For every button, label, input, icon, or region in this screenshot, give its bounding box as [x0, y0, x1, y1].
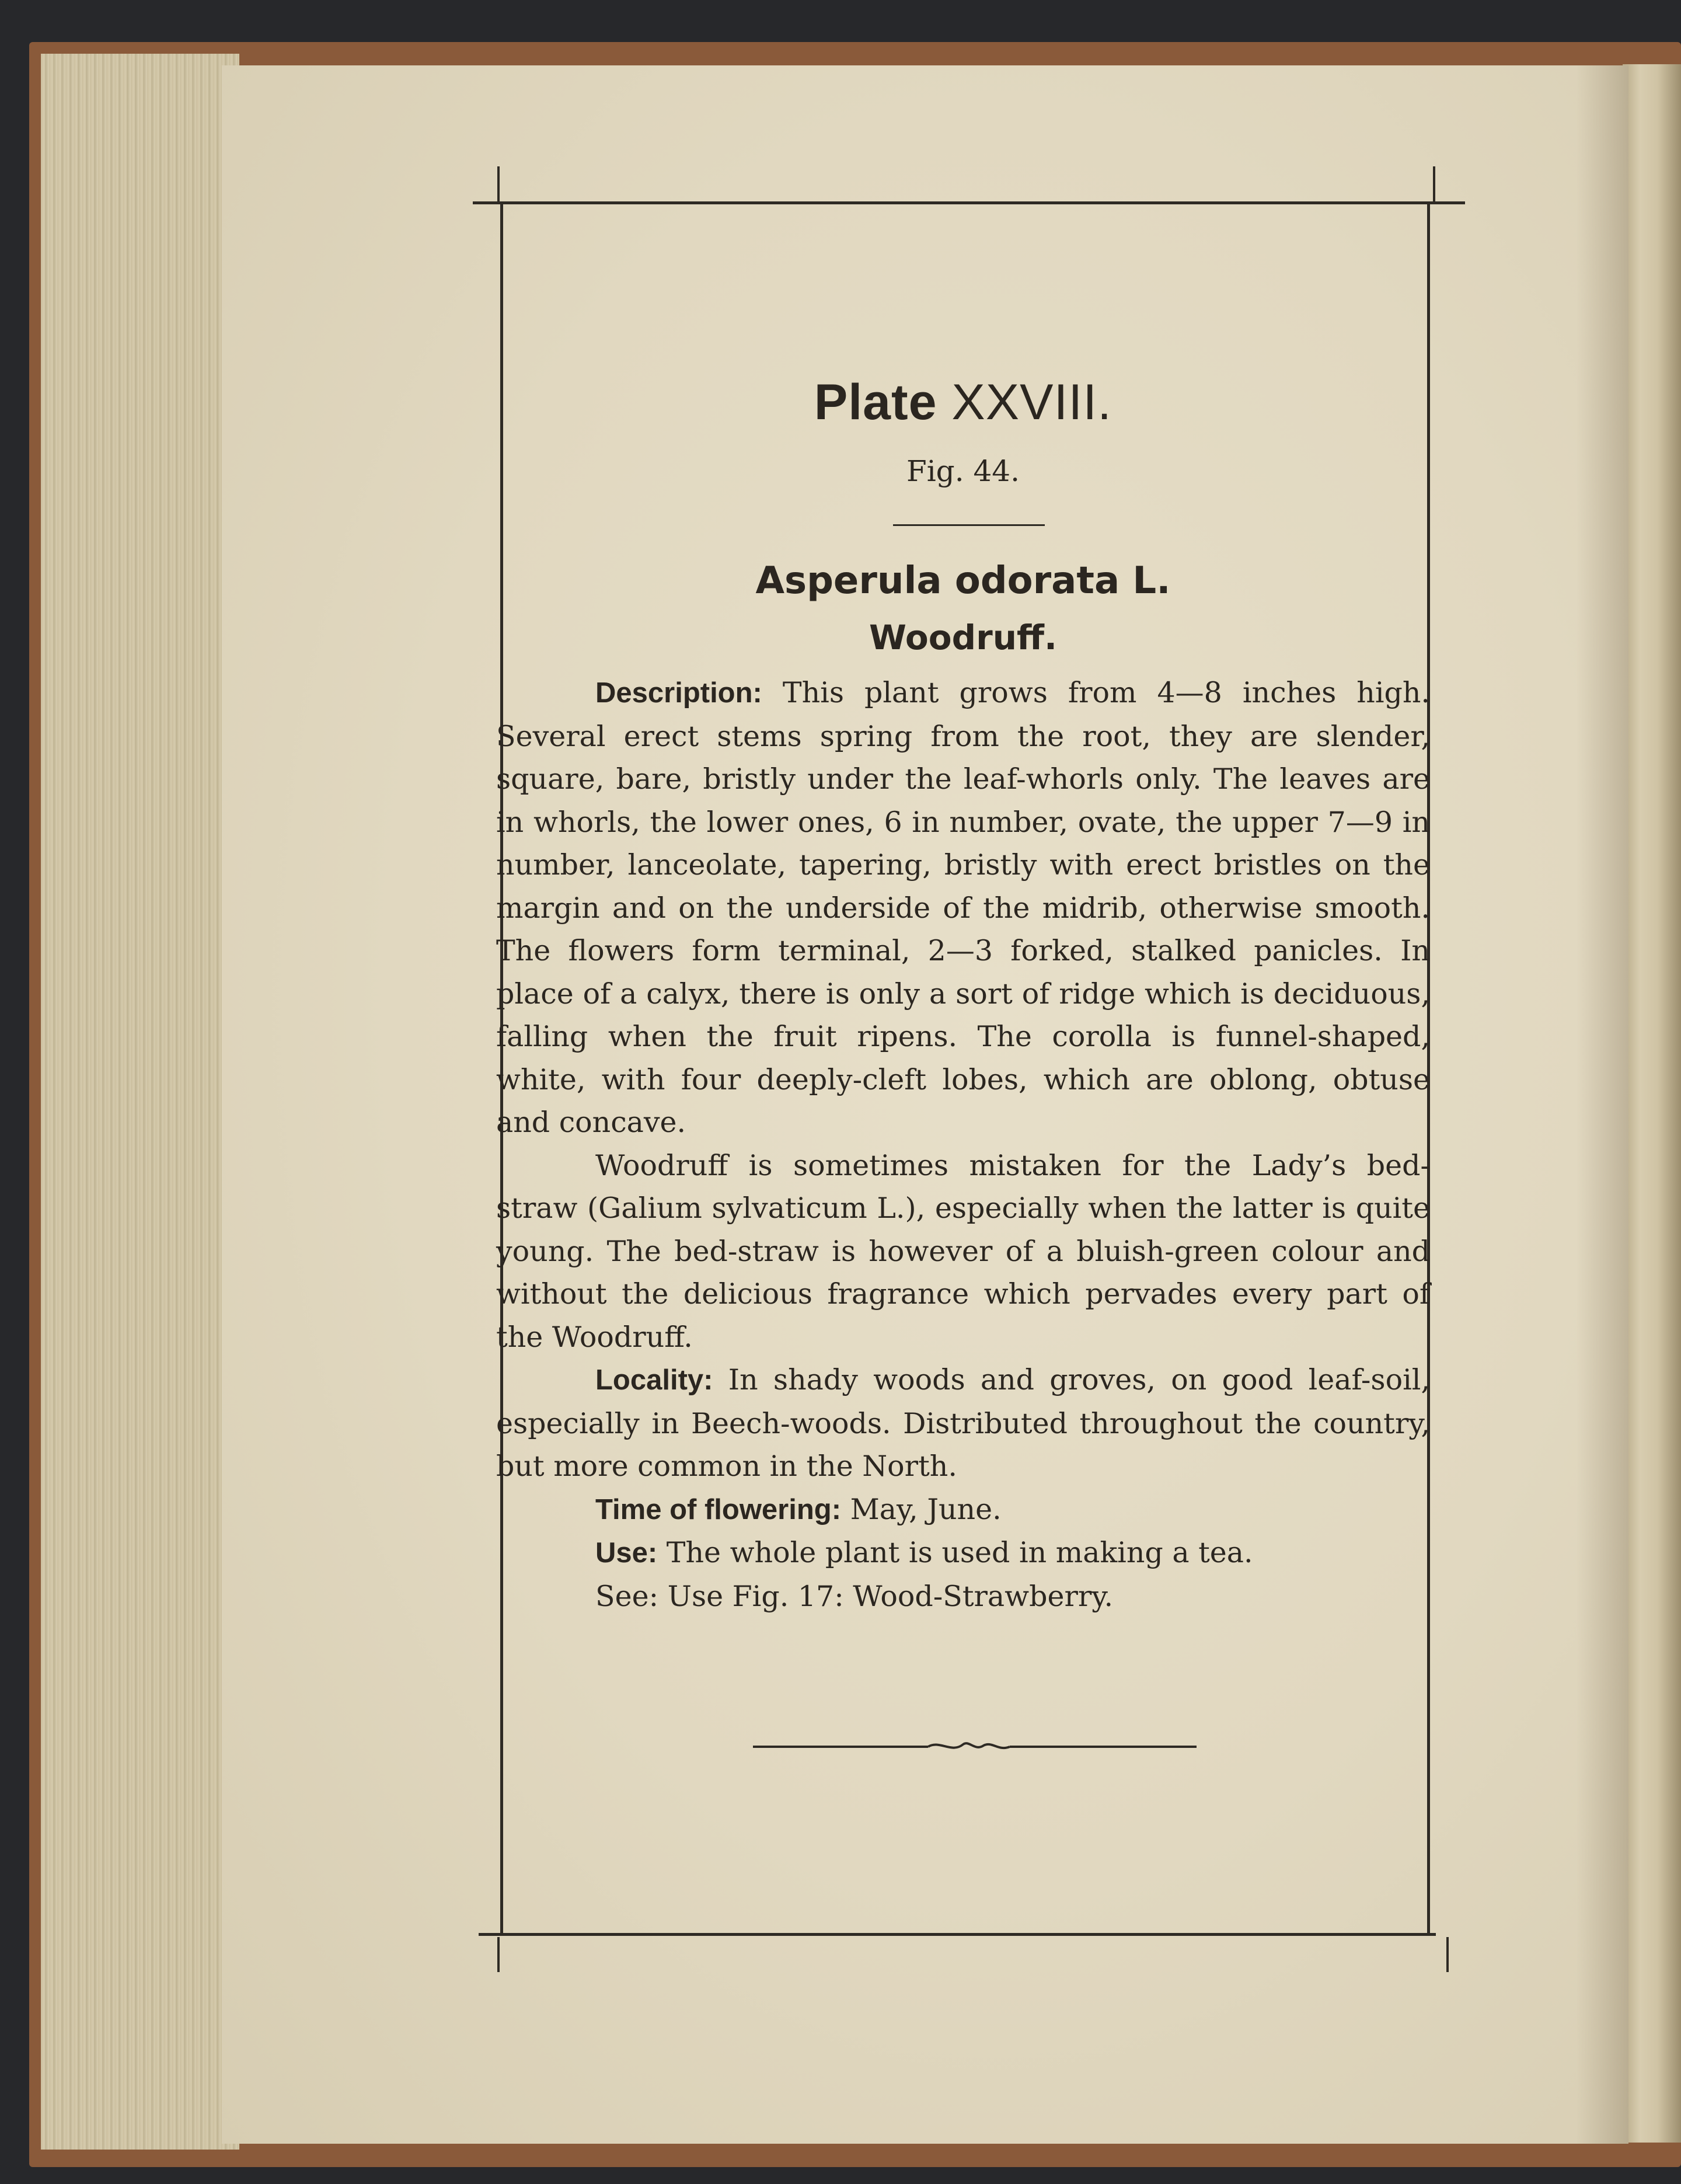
frame-top-rule	[473, 201, 1465, 204]
species-latin-name: Asperula odorata L.	[755, 559, 1171, 602]
paragraph-label: Description:	[595, 677, 762, 709]
title-divider	[893, 524, 1045, 526]
description-paragraph	[496, 671, 1430, 1144]
see-also-paragraph	[496, 1575, 1430, 1618]
flowering-paragraph	[496, 1488, 1430, 1532]
plate-body-text	[496, 671, 1430, 1618]
paragraph-text: In shady woods and groves, on good leaf-soil, especially in Beech-woods. Distributed throughout the country, but more common in the North.	[496, 1363, 1430, 1483]
paragraph-text: May, June.	[841, 1492, 1002, 1526]
species-common-name: Woodruff.	[869, 618, 1058, 657]
frame-tick-bottom-right	[1446, 1937, 1449, 1972]
paragraph-text: Woodruff is sometimes mistaken for the Lady’s bed-straw (Galium sylvaticum L.), especially when the latter is quite young. The bed-straw is however of a bluish-green colour and without the delicious fragrance which pervades every part of the Woodruff.	[496, 1148, 1430, 1354]
paragraph-text: The whole plant is used in making a tea.	[657, 1536, 1253, 1569]
paragraph-text: This plant grows from 4—8 inches high. Several erect stems spring from the root, they are slender, square, bare, bristly under the leaf-whorls only. The leaves are in whorls, the lower ones, 6 in number, ovate, the upper 7—9 in number, lanceolate, tapering, bristly with erect bristles on the margin and on the underside of the midrib, otherwise smooth. The flowers form terminal, 2—3 forked, stalked panicles. In place of a calyx, there is only a sort of ridge which is deciduous, falling when the fruit ripens. The corolla is funnel-shaped, white, with four deeply-cleft lobes, which are oblong, obtuse and concave.	[496, 676, 1430, 1139]
paragraph-label: Use:	[595, 1537, 658, 1569]
frame-tick-bottom-left	[497, 1937, 500, 1972]
plate-word: Plate	[814, 374, 937, 430]
page-gutter-shadow	[1576, 65, 1628, 2144]
frame-bottom-rule	[479, 1933, 1436, 1936]
locality-paragraph	[496, 1359, 1430, 1488]
frame-tick-top-left	[497, 166, 500, 201]
plate-title	[496, 374, 1430, 431]
plate-number: XXVIII.	[951, 374, 1112, 430]
frame-tick-top-right	[1433, 166, 1435, 201]
figure-number: Fig. 44.	[906, 454, 1020, 488]
right-page-edge	[1623, 64, 1681, 2143]
use-paragraph	[496, 1531, 1430, 1575]
page-stack	[41, 54, 239, 2150]
comparison-paragraph	[496, 1144, 1430, 1359]
paragraph-label: Locality:	[595, 1364, 713, 1396]
end-ornament	[753, 1734, 1197, 1757]
ornament-flourish	[928, 1743, 1010, 1748]
paragraph-text: See: Use Fig. 17: Wood-Strawberry.	[595, 1579, 1114, 1613]
paragraph-label: Time of flowering:	[595, 1493, 842, 1525]
